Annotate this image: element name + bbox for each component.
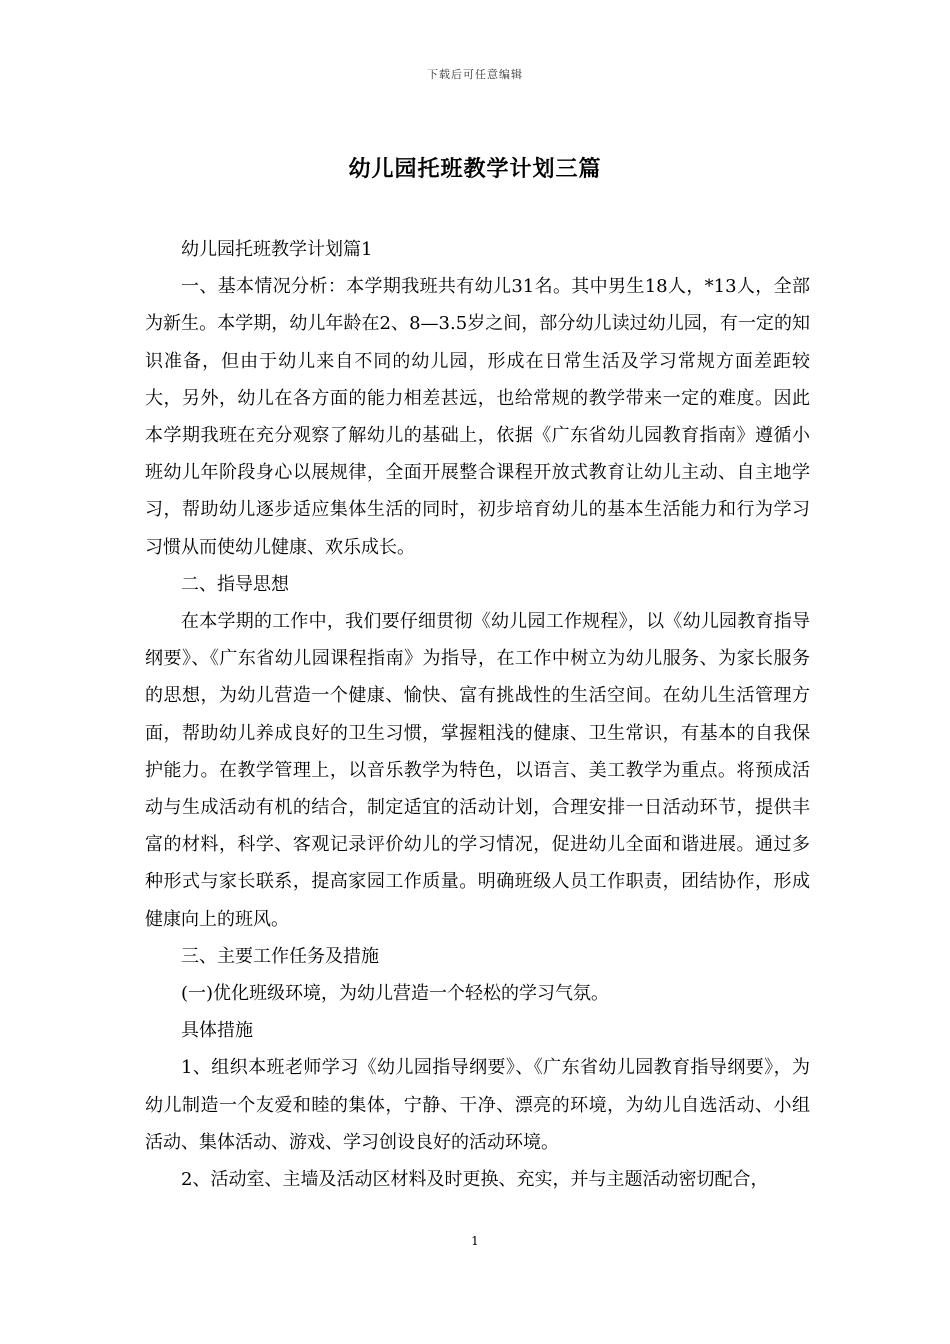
section-heading: 幼儿园托班教学计划篇1 [181, 239, 373, 260]
list-item: 1、组织本班老师学习《幼儿园指导纲要》、《广东省幼儿园教育指导纲要》，为幼儿制造一个友爱和睦的集体，宁静、干净、漂亮的环境，为幼儿自选活动、小组活动、集体活动、游戏、学习创设良好的活动环境。 [145, 1057, 810, 1153]
subsection-heading: 具体措施 [181, 1020, 253, 1042]
paragraph-basic-situation: 一、基本情况分析：本学期我班共有幼儿31名。其中男生18人，*13人，全部为新生。本学期，幼儿年龄在2、8—3.5岁之间，部分幼儿读过幼儿园，有一定的知识准备，但由于幼儿来自不同的幼儿园，形成在日常生活及学习常规方面差距较大，另外，幼儿在各方面的能力相差甚远，也给常规的教学带来一定的难度。因此本学期我班在充分观察了解幼儿的基础上，依据《广东省幼儿园教育指南》遵循小班幼儿年阶段身心以展规律，全面开展整合课程开放式教育让幼儿主动、自主地学习，帮助幼儿逐步适应集体生活的同时，初步培育幼儿的基本生活能力和行为学习习惯从而使幼儿健康、欢乐成长。 [145, 276, 810, 558]
subsection-heading: (一)优化班级环境，为幼儿营造一个轻松的学习气氛。 [181, 983, 610, 1005]
section-heading: 二、指导思想 [181, 573, 289, 595]
document-body [145, 231, 810, 1198]
header-note: 下载后可任意编辑 [427, 68, 523, 81]
section-heading: 三、主要工作任务及措施 [181, 945, 379, 967]
page-number: 1 [471, 1234, 479, 1248]
document-title: 幼儿园托班教学计划三篇 [348, 156, 602, 182]
list-item: 2、活动室、主墙及活动区材料及时更换、充实，并与主题活动密切配合， [181, 1169, 769, 1191]
paragraph-guiding-ideology: 在本学期的工作中，我们要仔细贯彻《幼儿园工作规程》，以《幼儿园教育指导纲要》、《广东省幼儿园课程指南》为指导，在工作中树立为幼儿服务、为家长服务的思想，为幼儿营造一个健康、愉快、富有挑战性的生活空间。在幼儿生活管理方面，帮助幼儿养成良好的卫生习惯，掌握粗浅的健康、卫生常识，有基本的自我保护能力。在教学管理上，以音乐教学为特色，以语言、美工教学为重点。将预成活动与生成活动有机的结合，制定适宜的活动计划，合理安排一日活动环节，提供丰富的材料，科学、客观记录评价幼儿的学习情况，促进幼儿全面和谐进展。通过多种形式与家长联系，提高家园工作质量。明确班级人员工作职责，团结协作，形成健康向上的班风。 [145, 611, 810, 930]
